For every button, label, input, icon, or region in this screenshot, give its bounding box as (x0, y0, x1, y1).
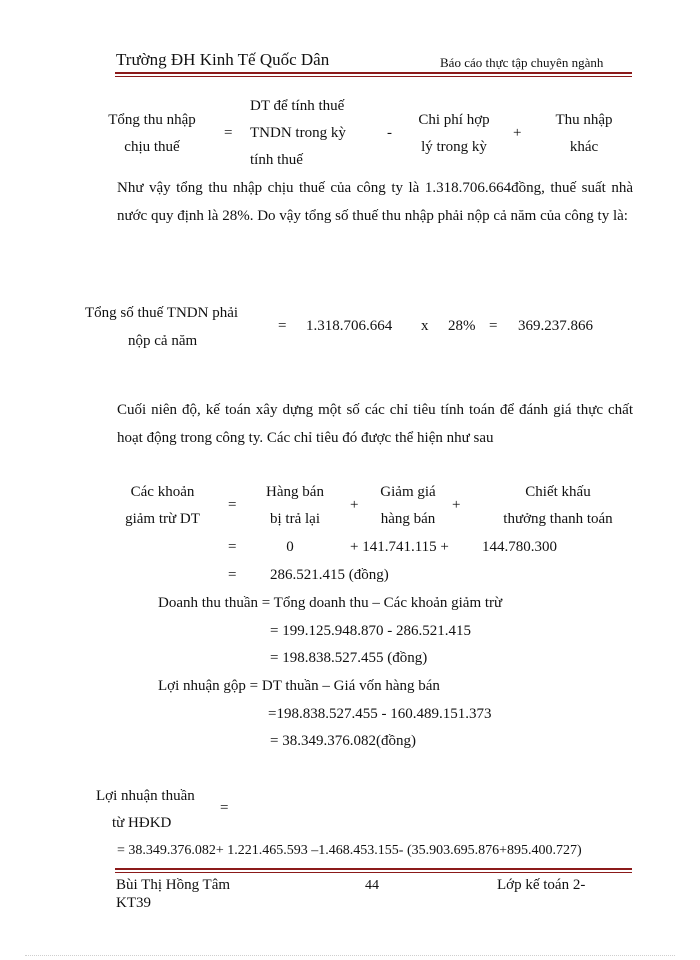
header-rule-thin (115, 76, 632, 77)
formula1-left-line2: chịu thuế (124, 139, 180, 155)
formula2-rate: 28% (448, 318, 476, 334)
operating-profit-calculation: = 38.349.376.082+ 1.221.465.593 –1.468.453.155- (35.903.695.876+895.400.727) (117, 843, 582, 858)
formula2-equals2: = (489, 318, 498, 334)
gross-profit-line1: Lợi nhuận gộp = DT thuần – Giá vốn hàng bán (158, 678, 440, 694)
formula1-expense-line1: Chi phí hợp (418, 112, 490, 128)
formula3-row2-discount: + 141.741.115 + (350, 539, 449, 555)
gross-profit-line3: = 38.349.376.082(đồng) (270, 733, 416, 749)
formula2-multiply: x (421, 318, 429, 334)
net-revenue-line3: = 198.838.527.455 (đồng) (270, 650, 428, 666)
page-number: 44 (365, 878, 379, 893)
paragraph-taxable-income: Như vậy tổng thu nhập chịu thuế của công ty là 1.318.706.664đồng, thuế suất nhà nước quy định là 28%. Do vậy tổng số thuế thu nhập phải nộp cả năm của công ty là: (117, 180, 633, 224)
formula1-minus: - (387, 125, 392, 141)
header-school: Trường ĐH Kinh Tế Quốc Dân (116, 50, 330, 69)
formula3-row3-total: 286.521.415 (đồng) (270, 567, 389, 583)
footer-rule-thick (115, 868, 632, 870)
formula3-left-line1: Các khoản (130, 484, 195, 500)
formula1-revenue-line1: DT để tính thuế (250, 98, 345, 114)
formula1-expense-line2: lý trong kỳ (421, 139, 487, 155)
formula3-discount-line2: hàng bán (380, 511, 436, 527)
formula1-other-income-line1: Thu nhập (555, 112, 613, 128)
formula3-equals: = (228, 497, 237, 513)
formula1-equals: = (224, 125, 233, 141)
formula3-row2-returns: 0 (286, 539, 294, 555)
footer-class-code: KT39 (116, 895, 151, 911)
formula3-row2-equals: = (228, 539, 237, 555)
formula2-label-line2: nộp cả năm (128, 333, 198, 349)
formula3-returns-line1: Hàng bán (266, 484, 324, 500)
formula3-row2-payment-discount: 144.780.300 (482, 539, 557, 555)
formula3-plus1: + (350, 497, 359, 513)
page-bottom-border (25, 955, 675, 956)
header-report-title: Báo cáo thực tập chuyên ngành (440, 55, 604, 70)
formula2-taxable-value: 1.318.706.664 (306, 318, 393, 334)
formula1-other-income-line2: khác (569, 139, 599, 155)
footer-author: Bùi Thị Hồng Tâm (116, 877, 231, 893)
formula3-plus2: + (452, 497, 461, 513)
footer-rule-thin (115, 872, 632, 873)
operating-profit-equals: = (220, 800, 229, 816)
gross-profit-line2: =198.838.527.455 - 160.489.151.373 (268, 706, 492, 722)
formula1-left-line1: Tổng thu nhập (108, 112, 196, 128)
paragraph-indicators: Cuối niên độ, kế toán xây dựng một số các chỉ tiêu tính toán để đánh giá thực chất hoạt động trong công ty. Các chỉ tiêu đó được thể hiện như sau (117, 402, 633, 446)
footer-class-name: Lớp kế toán 2- (497, 877, 586, 893)
formula3-left-line2: giảm trừ DT (125, 511, 200, 527)
formula3-discount-line1: Giảm giá (380, 484, 436, 500)
formula1-revenue-line3: tính thuế (250, 152, 303, 168)
formula3-returns-line2: bị trả lại (270, 511, 320, 527)
operating-profit-label-line2: từ HĐKD (112, 815, 172, 831)
formula2-label-line1: Tổng số thuế TNDN phải (85, 305, 239, 321)
formula2-equals1: = (278, 318, 287, 334)
net-revenue-line1: Doanh thu thuần = Tổng doanh thu – Các khoản giảm trừ (158, 595, 503, 611)
header-rule-thick (115, 72, 632, 74)
formula1-plus: + (513, 125, 522, 141)
formula2-result: 369.237.866 (518, 318, 593, 334)
net-revenue-line2: = 199.125.948.870 - 286.521.415 (270, 623, 471, 639)
formula3-payment-discount-line2: thưởng thanh toán (503, 511, 613, 527)
formula3-payment-discount-line1: Chiết khấu (525, 484, 591, 500)
operating-profit-label-line1: Lợi nhuận thuần (96, 788, 195, 804)
formula1-revenue-line2: TNDN trong kỳ (250, 125, 346, 141)
formula3-row3-equals: = (228, 567, 237, 583)
